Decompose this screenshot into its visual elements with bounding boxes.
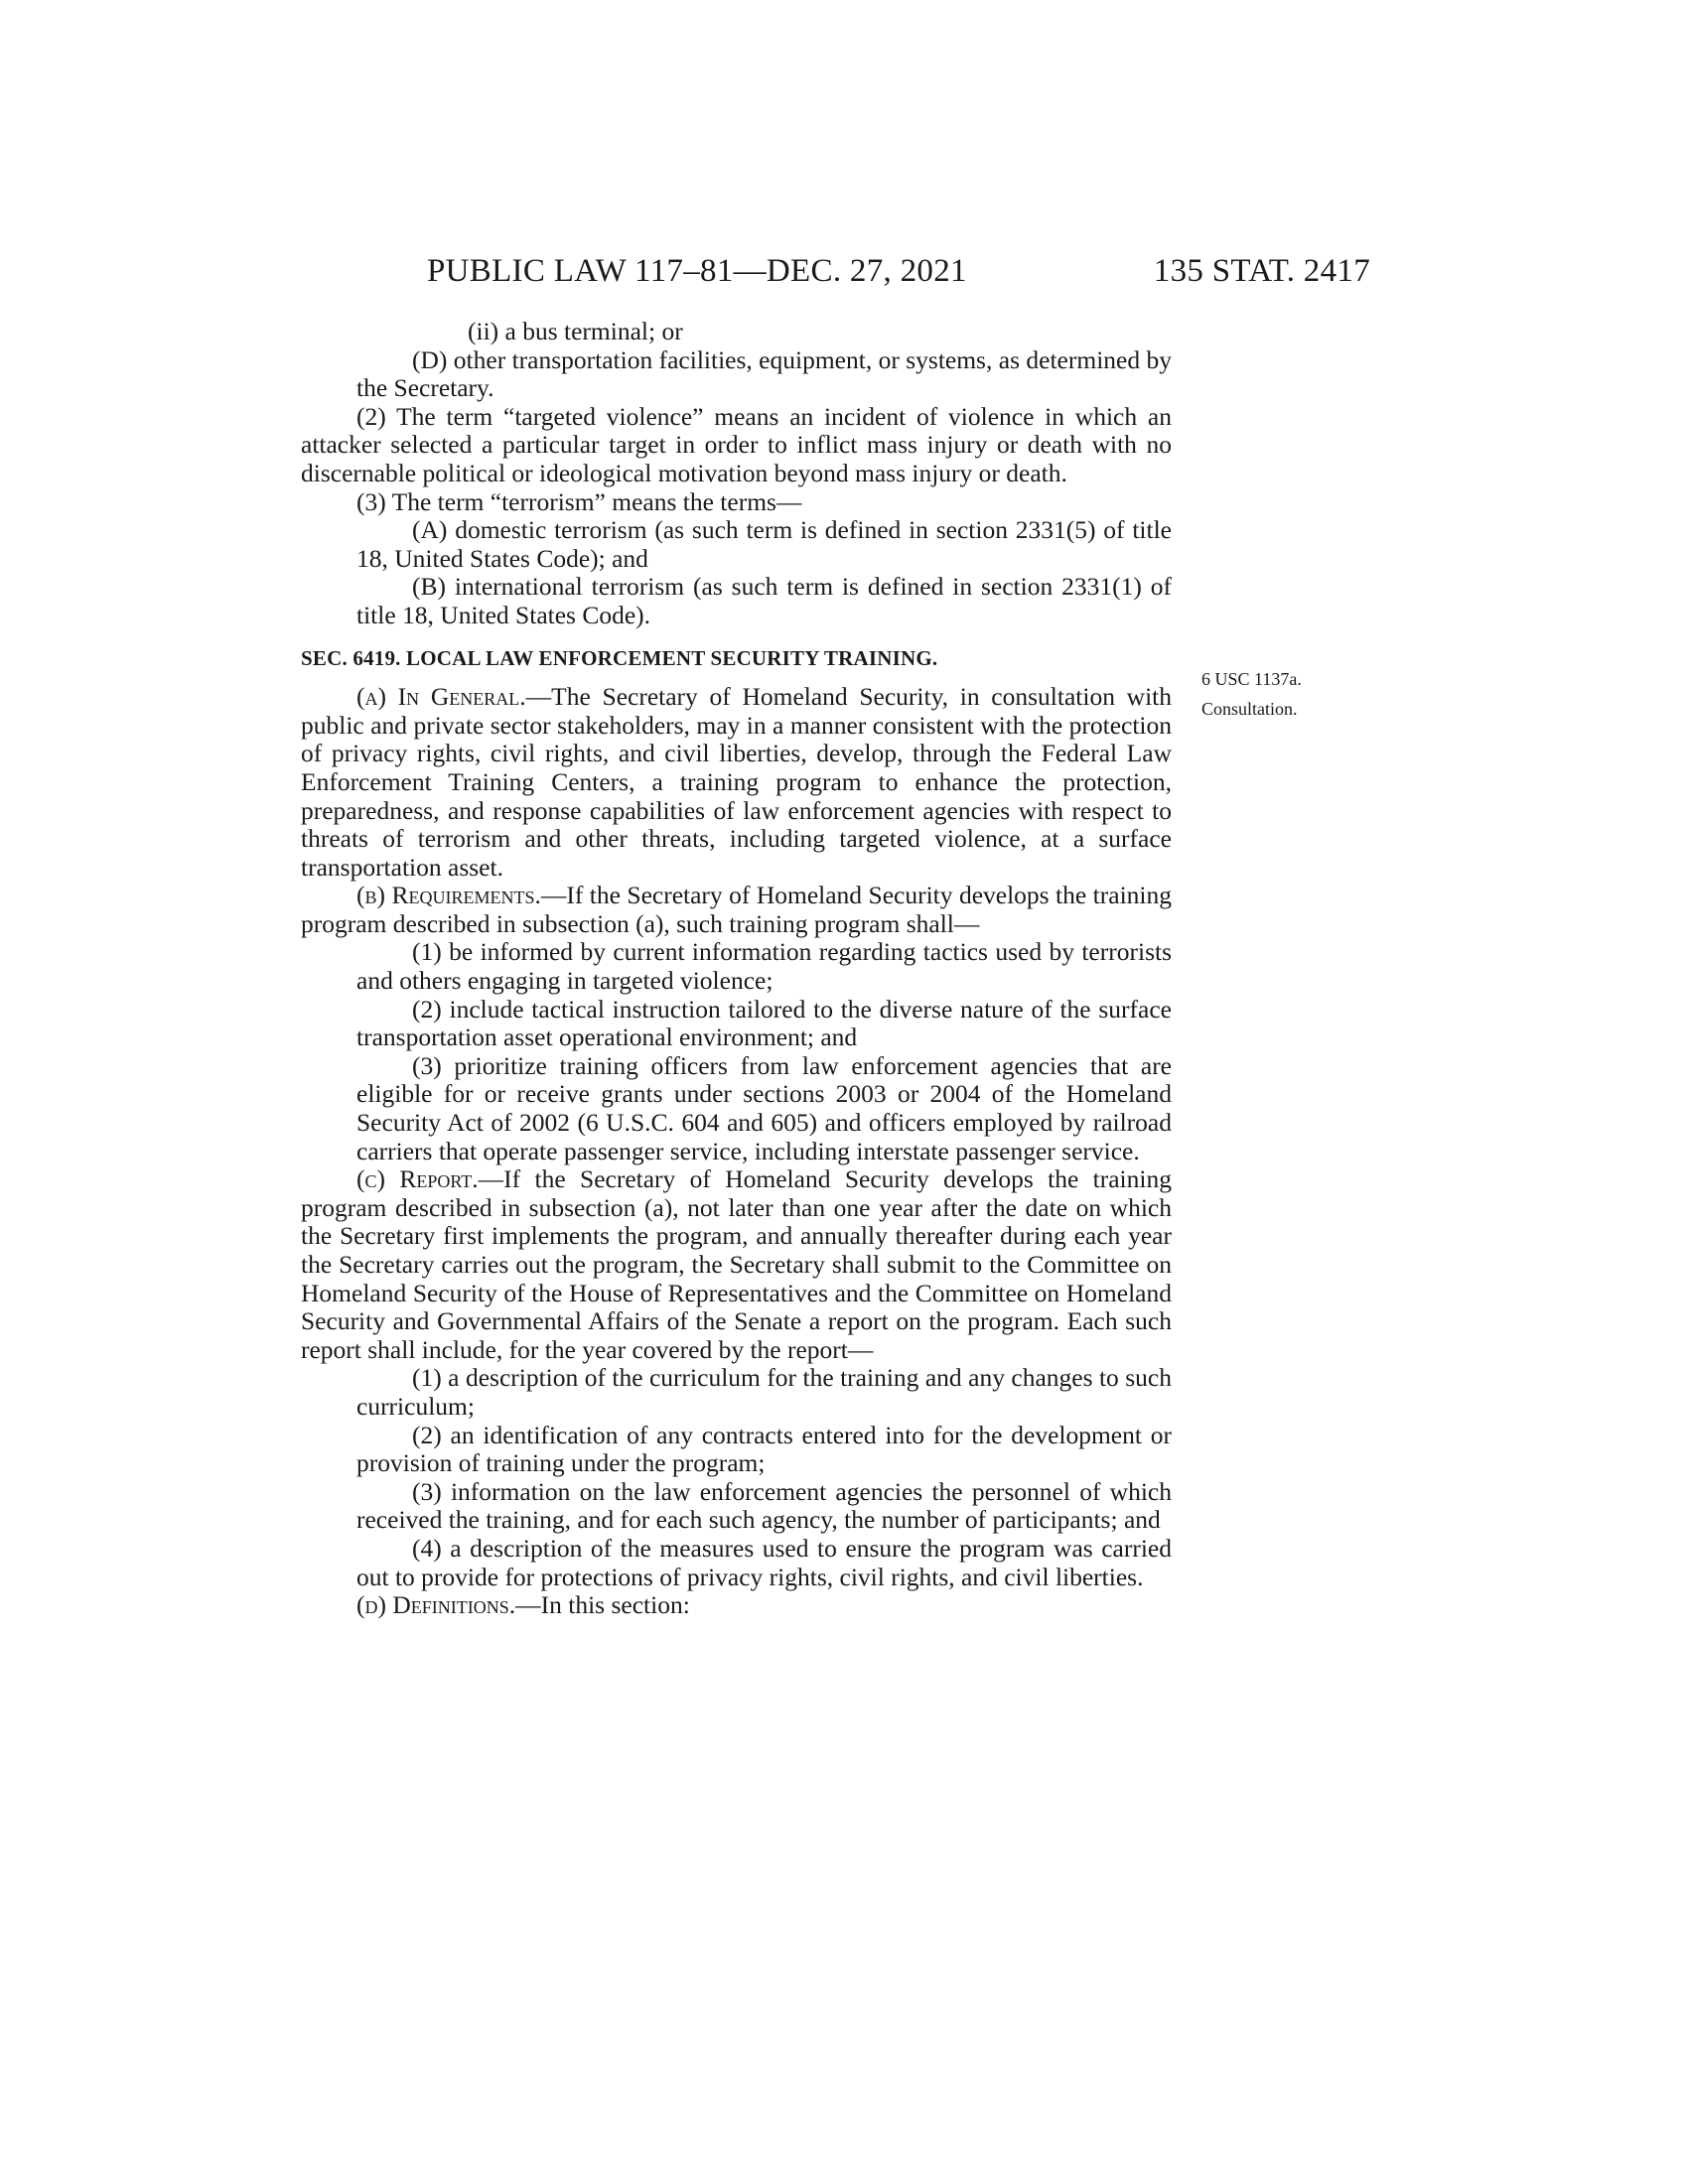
paragraph-3A: (A) domestic terrorism (as such term is defined in section 2331(5) of title 18, United States Code); and <box>356 515 1172 573</box>
subsection-a <box>301 683 1172 882</box>
statute-citation: 135 STAT. 2417 <box>1153 253 1370 289</box>
subsection-c-4: (4) a description of the measures used to ensure the program was carried out to provide for protections of privacy rights, civil rights, and civil liberties. <box>356 1533 1172 1591</box>
subsection-b <box>301 882 1172 938</box>
paragraph-3B: (B) international terrorism (as such term is defined in section 2331(1) of title 18, United States Code). <box>356 572 1172 629</box>
subsection-d-text: —In this section: <box>515 1590 690 1620</box>
subsection-c <box>301 1165 1172 1364</box>
subsection-a-label: (a) In General. <box>356 682 526 712</box>
margin-note-consultation: Consultation. <box>1201 699 1298 719</box>
paragraph-2: (2) The term “targeted violence” means an incident of violence in which an attacker selected a particular target in order to inflict mass injury or death with no discernable political or ideological motivation beyond mass injury or death. <box>301 401 1172 487</box>
subsection-a-text: —The Secretary of Homeland Security, in consultation with public and private sector stakeholders, may in a manner consistent with the protection of privacy rights, civil rights, and civil liberties, develop, through the Federal Law Enforcement Training Centers, a training program to enhance the protection, preparedness, and response capabilities of law enforcement agencies with respect to threats of terrorism and other threats, including targeted violence, at a surface transportation asset. <box>301 682 1172 882</box>
subsection-d-label: (d) Definitions. <box>356 1590 516 1620</box>
subsection-b-3: (3) prioritize training officers from law enforcement agencies that are eligible for or receive grants under sections 2003 or 2004 of the Homeland Security Act of 2002 (6 U.S.C. 604 and 605) and officers employed by railroad carriers that operate passenger service, including interstate passenger service. <box>356 1050 1172 1165</box>
paragraph-D: (D) other transportation facilities, equipment, or systems, as determined by the Secretary. <box>356 344 1172 403</box>
paragraph-3: (3) The term “terrorism” means the terms— <box>356 486 802 516</box>
subsection-c-text: —If the Secretary of Homeland Security develops the training program described in subsection (a), not later than one year after the date on which the Secretary first implements the program, and annually thereafter during each year the Secretary carries out the program, the Secretary shall submit to the Committee on Homeland Security of the House of Representatives and the Committee on Homeland Security and Governmental Affairs of the Senate a report on the program. Each such report shall include, for the year covered by the report— <box>301 1164 1172 1364</box>
subsection-c-1: (1) a description of the curriculum for the training and any changes to such curriculum; <box>356 1363 1172 1421</box>
running-head: PUBLIC LAW 117–81—DEC. 27, 2021 <box>427 253 967 289</box>
subsection-c-3: (3) information on the law enforcement agencies the personnel of which received the training, and for each such agency, the number of participants; and <box>356 1476 1172 1535</box>
law-body <box>301 318 1172 1620</box>
subsection-b-1: (1) be informed by current information regarding tactics used by terrorists and others engaging in targeted violence; <box>356 937 1172 996</box>
subsection-b-text: —If the Secretary of Homeland Security develops the training program described in subsection (a), such training program shall— <box>301 881 1172 938</box>
paragraph-ii: (ii) a bus terminal; or <box>468 317 683 345</box>
margin-note-usc: 6 USC 1137a. <box>1201 669 1302 689</box>
subsection-c-2: (2) an identification of any contracts entered into for the development or provision of training under the program; <box>356 1420 1172 1478</box>
subsection-c-label: (c) Report. <box>356 1164 479 1194</box>
subsection-b-2: (2) include tactical instruction tailored to the diverse nature of the surface transportation asset operational environment; and <box>356 994 1172 1052</box>
subsection-b-label: (b) Requirements. <box>356 881 541 910</box>
subsection-d <box>301 1591 1172 1620</box>
section-heading: SEC. 6419. LOCAL LAW ENFORCEMENT SECURITY TRAINING. <box>301 645 938 670</box>
